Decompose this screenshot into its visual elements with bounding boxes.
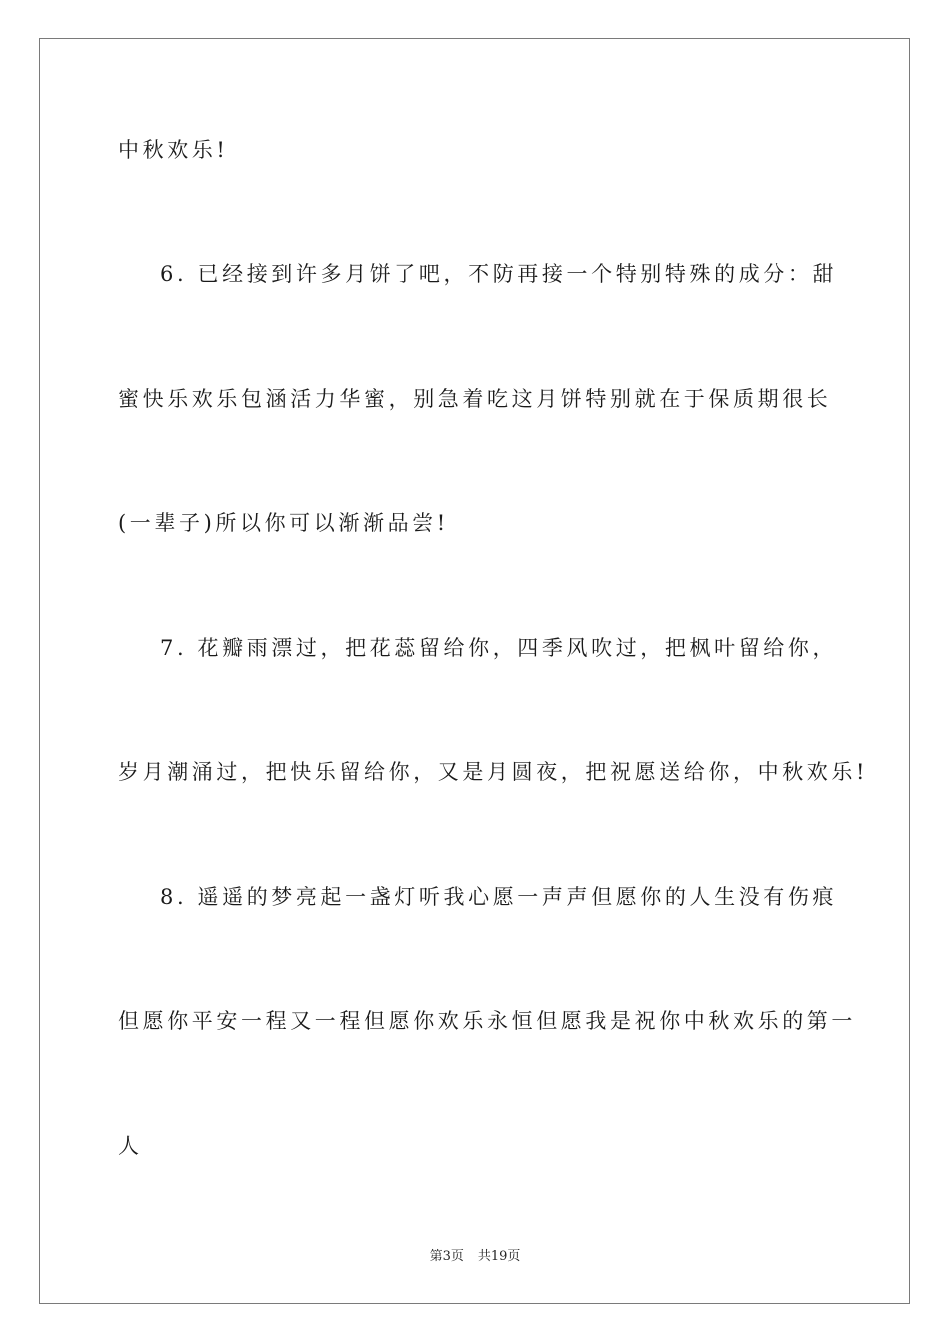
text-line-1: 中秋欢乐!	[118, 138, 229, 162]
text-line-7: 8. 遥遥的梦亮起一盏灯听我心愿一声声但愿你的人生没有伤痕	[160, 885, 838, 909]
text-line-5: 7. 花瓣雨漂过，把花蕊留给你，四季风吹过，把枫叶留给你，	[160, 636, 838, 660]
text-line-4: (一辈子)所以你可以渐渐品尝!	[118, 511, 449, 535]
page-number-total: 共19页	[477, 1249, 521, 1264]
text-line-8: 但愿你平安一程又一程但愿你欢乐永恒但愿我是祝你中秋欢乐的第一	[118, 1009, 856, 1033]
text-line-6: 岁月潮涌过，把快乐留给你，又是月圆夜，把祝愿送给你，中秋欢乐!	[118, 760, 869, 784]
page-footer	[0, 1248, 950, 1266]
page-number-current: 第3页	[429, 1249, 464, 1264]
text-line-9: 人	[118, 1134, 143, 1158]
page-border	[39, 38, 910, 1304]
text-line-2: 6. 已经接到许多月饼了吧，不防再接一个特别特殊的成分：甜	[160, 262, 838, 286]
text-line-3: 蜜快乐欢乐包涵活力华蜜，别急着吃这月饼特别就在于保质期很长	[118, 387, 832, 411]
